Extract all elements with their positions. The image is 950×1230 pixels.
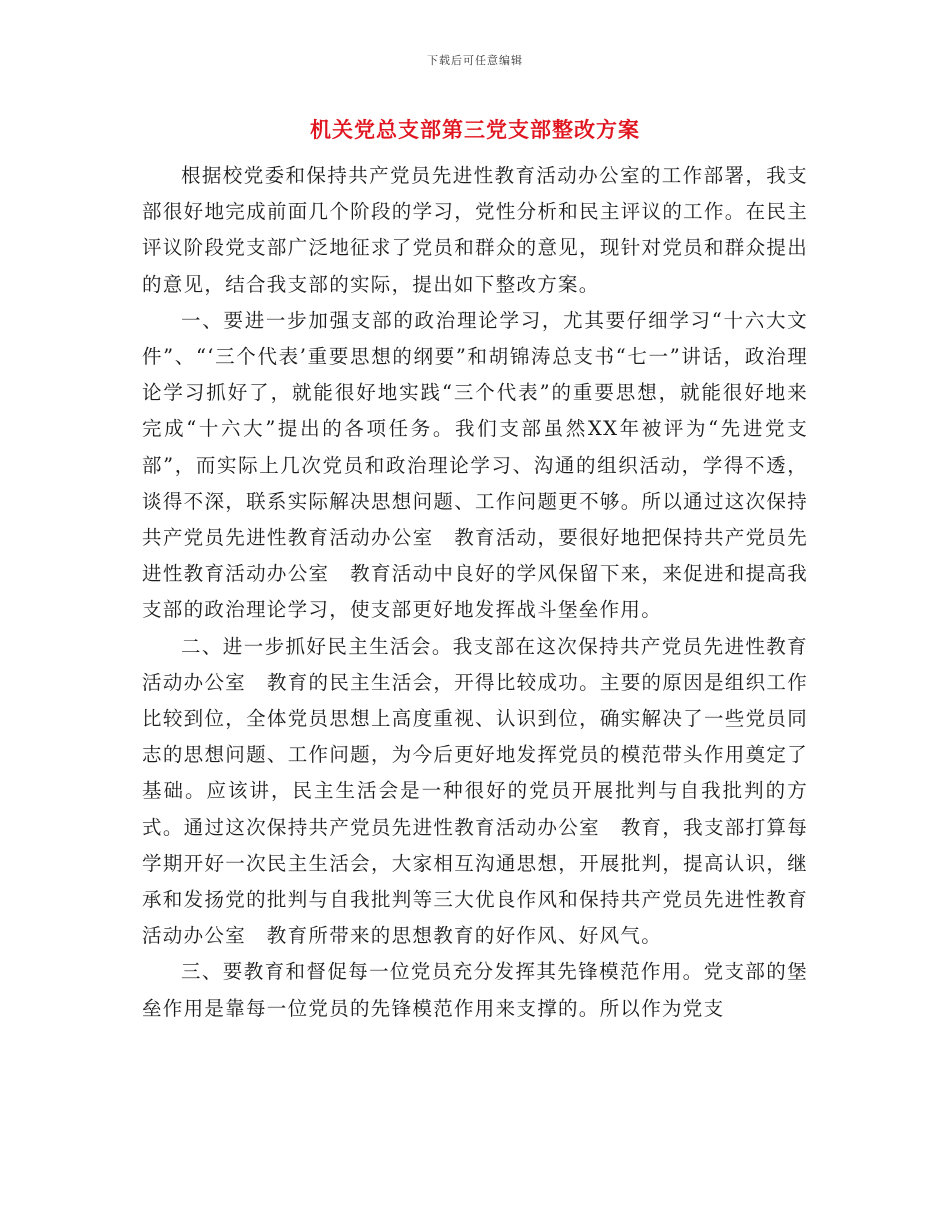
document-body <box>142 158 808 1027</box>
paragraph-section-2: 二、进一步抓好民主生活会。我支部在这次保持共产党员先进性教育活动办公室 教育的民主生活会，开得比较成功。主要的原因是组织工作比较到位，全体党员思想上高度重视、认识到位，确实解决了一些党员同志的思想问题、工作问题，为今后更好地发挥党员的模范带头作用奠定了基础。应该讲，民主生活会是一种很好的党员开展批判与自我批判的方式。通过这次保持共产党员先进性教育活动办公室 教育，我支部打算每学期开好一次民主生活会，大家相互沟通思想，开展批判，提高认识，继承和发扬党的批判与自我批判等三大优良作风和保持共产党员先进性教育活动办公室 教育所带来的思想教育的好作风、好风气。 <box>142 634 808 948</box>
header-note: 下载后可任意编辑 <box>427 54 523 67</box>
paragraph-intro: 根据校党委和保持共产党员先进性教育活动办公室的工作部署，我支部很好地完成前面几个阶段的学习，党性分析和民主评议的工作。在民主评议阶段党支部广泛地征求了党员和群众的意见，现针对党员和群众提出的意见，结合我支部的实际，提出如下整改方案。 <box>142 164 808 296</box>
document-title: 机关党总支部第三党支部整改方案 <box>310 117 640 142</box>
paragraph-section-1: 一、要进一步加强支部的政治理论学习，尤其要仔细学习“十六大文件”、“‘三个代表’重要思想的纲要”和胡锦涛总支书“七一”讲话，政治理论学习抓好了，就能很好地实践“三个代表”的重要思想，就能很好地来完成“十六大”提出的各项任务。我们支部虽然XX年被评为“先进党支部”，而实际上几次党员和政治理论学习、沟通的组织活动，学得不透，谈得不深，联系实际解决思想问题、工作问题更不够。所以通过这次保持共产党员先进性教育活动办公室 教育活动，要很好地把保持共产党员先进性教育活动办公室 教育活动中良好的学风保留下来，来促进和提高我支部的政治理论学习，使支部更好地发挥战斗堡垒作用。 <box>142 308 808 622</box>
paragraph-section-3: 三、要教育和督促每一位党员充分发挥其先锋模范作用。党支部的堡垒作用是靠每一位党员的先锋模范作用来支撑的。所以作为党支 <box>142 960 808 1020</box>
